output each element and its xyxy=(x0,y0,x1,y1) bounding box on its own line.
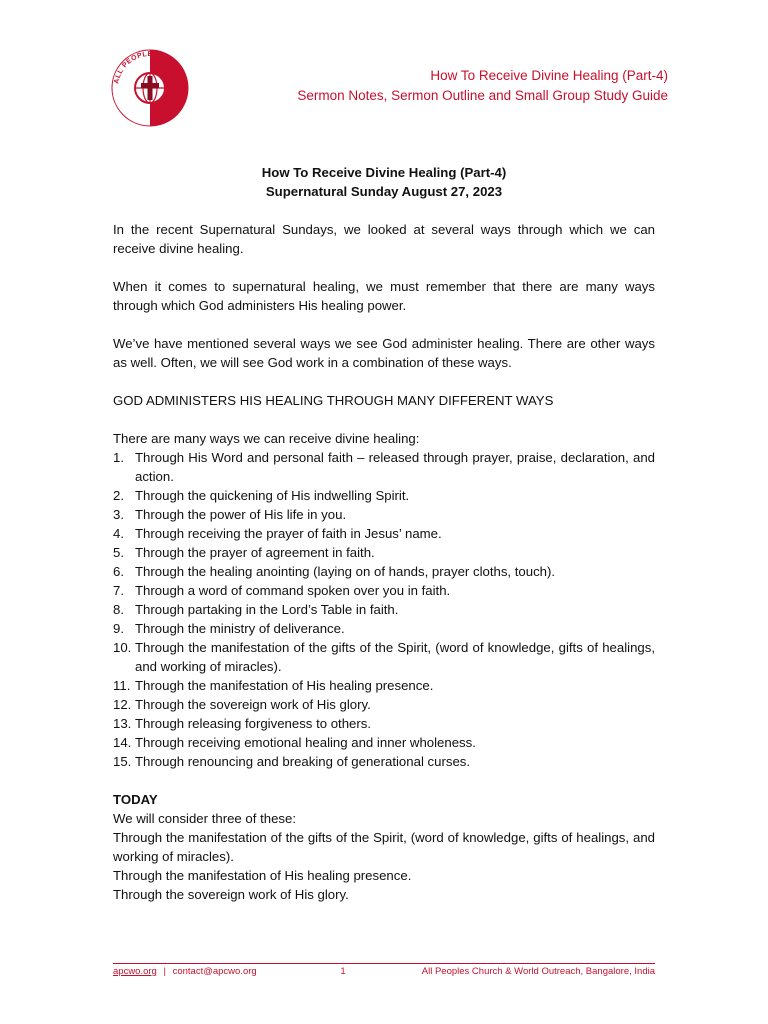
list-item-text: Through the manifestation of the gifts of the Spirit, (word of knowledge, gifts of healings, and working of miracles). xyxy=(135,640,655,674)
list-item-number: 14. xyxy=(113,735,132,750)
list-item xyxy=(113,543,655,562)
list-item-number: 2. xyxy=(113,488,124,503)
logo-ring-text: ALL PEOPLES CHURCH xyxy=(113,50,187,85)
list-item xyxy=(113,581,655,600)
list-item-number: 6. xyxy=(113,564,124,579)
page-number: 1 xyxy=(340,966,346,977)
email-text: contact@apcwo.org xyxy=(172,966,257,977)
list-item-text: Through the manifestation of His healing presence. xyxy=(135,678,434,693)
today-intro: We will consider three of these: xyxy=(113,811,297,826)
healing-ways-list xyxy=(113,448,655,771)
page-footer xyxy=(113,965,655,979)
list-item xyxy=(113,619,655,638)
list-intro: There are many ways we can receive divine healing: xyxy=(113,431,420,446)
today-item-2: Through the manifestation of His healing presence. xyxy=(113,868,412,883)
list-item-number: 7. xyxy=(113,583,124,598)
list-item xyxy=(113,676,655,695)
church-logo xyxy=(108,46,192,130)
list-item xyxy=(113,505,655,524)
list-item-number: 3. xyxy=(113,507,124,522)
list-item xyxy=(113,714,655,733)
footer-separator: | xyxy=(163,966,166,977)
header-title: How To Receive Divine Healing (Part-4) xyxy=(430,68,668,83)
list-item-text: Through receiving emotional healing and inner wholeness. xyxy=(135,735,476,750)
list-item xyxy=(113,752,655,771)
today-item-3: Through the sovereign work of His glory. xyxy=(113,887,349,902)
list-item-number: 10. xyxy=(113,640,132,655)
list-item-text: Through receiving the prayer of faith in Jesus’ name. xyxy=(135,526,442,541)
paragraph-intro: In the recent Supernatural Sundays, we looked at several ways through which we can receive divine healing. xyxy=(113,222,655,256)
list-item-number: 9. xyxy=(113,621,124,636)
today-heading: TODAY xyxy=(113,792,158,807)
list-item-text: Through the quickening of His indwelling Spirit. xyxy=(135,488,410,503)
list-item-text: Through renouncing and breaking of generational curses. xyxy=(135,754,471,769)
list-item xyxy=(113,733,655,752)
list-item-text: Through partaking in the Lord’s Table in faith. xyxy=(135,602,399,617)
website-link[interactable]: apcwo.org xyxy=(113,966,157,977)
list-item xyxy=(113,486,655,505)
list-item xyxy=(113,695,655,714)
list-item-text: Through the power of His life in you. xyxy=(135,507,347,522)
list-item-number: 1. xyxy=(113,450,124,465)
header-titles xyxy=(248,66,668,106)
list-item-text: Through His Word and personal faith – released through prayer, praise, declaration, and action. xyxy=(135,450,655,484)
list-item xyxy=(113,448,655,486)
list-item xyxy=(113,600,655,619)
list-item-number: 8. xyxy=(113,602,124,617)
paragraph-combination: We’ve have mentioned several ways we see God administer healing. There are other ways as well. Often, we will see God work in a combination of these ways. xyxy=(113,336,655,370)
list-item-number: 4. xyxy=(113,526,124,541)
list-item-number: 5. xyxy=(113,545,124,560)
document-title: How To Receive Divine Healing (Part-4) xyxy=(261,165,507,180)
document-subtitle: Supernatural Sunday August 27, 2023 xyxy=(265,184,503,199)
paragraph-healing-ways: When it comes to supernatural healing, we must remember that there are many ways through which God administers His healing power. xyxy=(113,279,655,313)
list-item-text: Through the sovereign work of His glory. xyxy=(135,697,371,712)
list-item-number: 12. xyxy=(113,697,132,712)
list-item-text: Through the ministry of deliverance. xyxy=(135,621,345,636)
list-item xyxy=(113,562,655,581)
section-heading: GOD ADMINISTERS HIS HEALING THROUGH MANY DIFFERENT WAYS xyxy=(113,393,554,408)
list-item xyxy=(113,638,655,676)
list-item-text: Through the healing anointing (laying on of hands, prayer cloths, touch). xyxy=(135,564,556,579)
today-item-1: Through the manifestation of the gifts of the Spirit, (word of knowledge, gifts of healings, and working of miracles). xyxy=(113,830,655,864)
footer-contact xyxy=(113,965,313,979)
list-item-text: Through the prayer of agreement in faith. xyxy=(135,545,375,560)
list-item-number: 13. xyxy=(113,716,132,731)
list-item-number: 11. xyxy=(113,678,131,693)
list-item xyxy=(113,524,655,543)
list-item-text: Through releasing forgiveness to others. xyxy=(135,716,372,731)
footer-org: All Peoples Church & World Outreach, Bangalore, India xyxy=(421,966,655,977)
list-item-number: 15. xyxy=(113,754,132,769)
list-item-text: Through a word of command spoken over you in faith. xyxy=(135,583,451,598)
document-body xyxy=(113,163,655,904)
footer-divider xyxy=(113,963,655,964)
header-subtitle: Sermon Notes, Sermon Outline and Small Group Study Guide xyxy=(297,88,668,103)
